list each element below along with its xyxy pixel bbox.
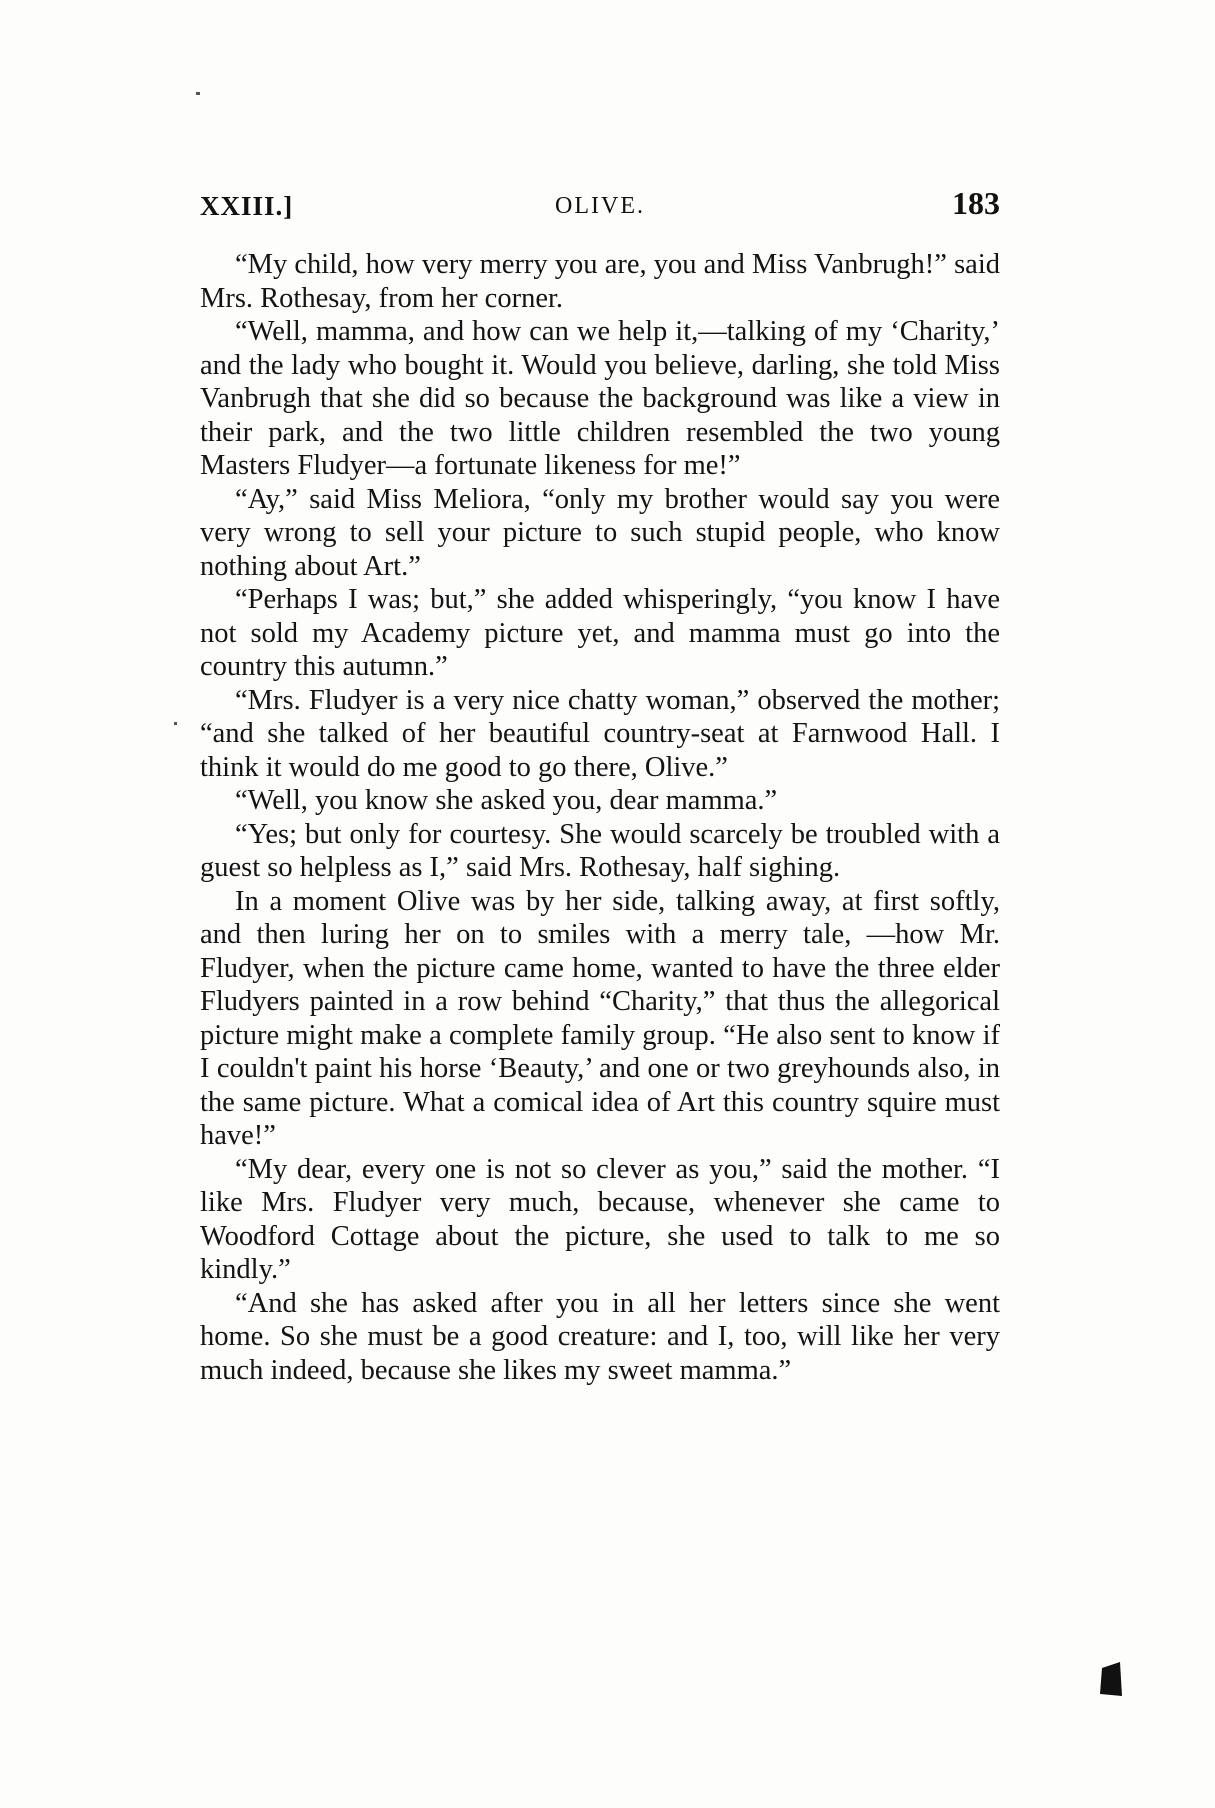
paragraph: In a moment Olive was by her side, talking away, at first softly, and then luring her on to smiles with a merry tale, —how Mr. Fludyer, when the picture came home, wanted to have the three elder Fludyers painted in a row behind “Charity,” that thus the allegorical picture might make a complete family group. “He also sent to know if I couldn't paint his horse ‘Beauty,’ and one or two greyhounds also, in the same picture. What a comical idea of Art this country squire must have!” [200,885,1000,1151]
paragraph: “Well, you know she asked you, dear mamma.” [235,785,778,816]
paragraph: “My dear, every one is not so clever as you,” said the mother. “I like Mrs. Fludyer very much, because, whenever she came to Woodford Cottage about the picture, she used to talk to me so kindly.” [200,1153,1000,1285]
running-header [200,185,1000,235]
chapter-number: XXIII.] [200,191,294,221]
paragraph: “Ay,” said Miss Meliora, “only my brother would say you were very wrong to sell your picture to such stupid people, who know nothing about Art.” [200,483,1000,582]
paragraph: “Well, mamma, and how can we help it,—talking of my ‘Charity,’ and the lady who bought it. Would you believe, darling, she told Miss Vanbrugh that she did so because the background was like a view in their park, and the two little children resembled the two young Masters Fludyer—a fortunate likeness for me!” [200,316,1000,481]
paragraph: “Yes; but only for courtesy. She would scarcely be troubled with a guest so helpless as I,” said Mrs. Rothesay, half sighing. [200,818,1000,883]
paragraph: “And she has asked after you in all her letters since she went home. So she must be a good creature: and I, too, will like her very much indeed, because she likes my sweet mamma.” [200,1287,1000,1386]
page-corner-mark [1098,1662,1124,1696]
paragraph: “My child, how very merry you are, you and Miss Vanbrugh!” said Mrs. Rothesay, from her corner. [200,249,1000,314]
paragraph: “Perhaps I was; but,” she added whisperingly, “you know I have not sold my Academy picture yet, and mamma must go into the country this autumn.” [200,584,1000,682]
running-title: OLIVE. [555,193,645,219]
margin-speck [174,722,177,725]
page-number: 183 [952,185,1000,221]
margin-speck [196,92,200,95]
body-text [200,248,1000,1387]
paragraph: “Mrs. Fludyer is a very nice chatty woman,” observed the mother; “and she talked of her beautiful country-seat at Farnwood Hall. I think it would do me good to go there, Olive.” [200,684,1000,783]
